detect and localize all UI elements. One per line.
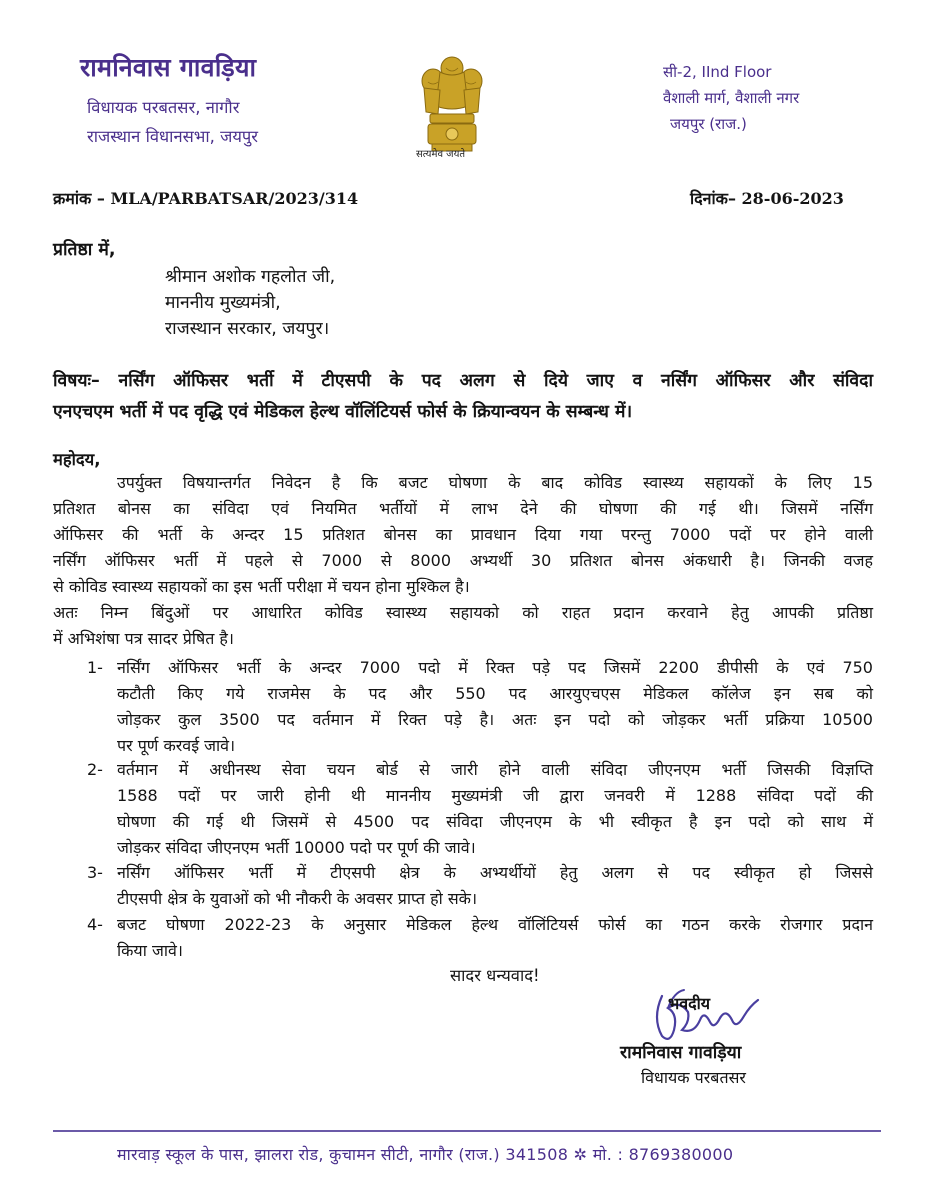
point-number: 4- xyxy=(87,915,103,934)
point-1-line-1: नर्सिंग ऑफिसर भर्ती के अन्दर 7000 पदो में रिक्त पड़े पद जिसमें 2200 डीपीसी के एवं 750 xyxy=(117,658,873,677)
recipient-salutation: प्रतिष्ठा में, xyxy=(53,240,116,260)
thanks-text: सादर धन्यवाद! xyxy=(450,966,540,985)
office-address-line-1: सी-2, IInd Floor xyxy=(663,63,772,81)
point-number: 2- xyxy=(87,760,103,779)
signatory-name: रामनिवास गावड़िया xyxy=(620,1043,742,1063)
subject-line-1: विषयः– नर्सिंग ऑफिसर भर्ती में टीएसपी के पद अलग से दिये जाए व नर्सिंग ऑफिसर और संविदा xyxy=(53,371,873,391)
office-address-line-2: वैशाली मार्ग, वैशाली नगर xyxy=(663,89,800,107)
motto-text: सत्यमेव जयते xyxy=(416,149,466,160)
mla-designation: विधायक परबतसर, नागौर xyxy=(87,98,240,117)
footer-address: मारवाड़ स्कूल के पास, झालरा रोड, कुचामन सीटी, नागौर (राज.) 341508 ✲ मो. : 8769380000 xyxy=(117,1145,734,1164)
body-line-5: से कोविड स्वास्थ्य सहायकों का इस भर्ती परीक्षा में चयन होना मुश्किल है। xyxy=(53,577,470,596)
request-line-1: अतः निम्न बिंदुओं पर आधारित कोविड स्वास्थ्य सहायको को राहत प्रदान करवाने हेतु आपकी प्रतिष्ठा xyxy=(53,603,873,622)
point-2-line-4: जोड़कर संविदा जीएनएम भर्ती 10000 पदो पर पूर्ण की जावे। xyxy=(117,838,476,857)
point-2-line-2: 1588 पदों पर जारी होनी थी माननीय मुख्यमंत्री जी द्वारा जनवरी में 1288 संविदा पदों की xyxy=(117,786,873,805)
body-line-1: उपर्युक्त विषयान्तर्गत निवेदन है कि बजट घोषणा के बाद कोविड स्वास्थ्य सहायकों के लिए 15 xyxy=(117,473,873,492)
request-line-2: में अभिशंषा पत्र सादर प्रेषित है। xyxy=(53,629,234,648)
mla-name: रामनिवास गावड़िया xyxy=(80,53,257,82)
sign-off: भवदीय xyxy=(668,994,711,1013)
point-4-line-1: बजट घोषणा 2022-23 के अनुसार मेडिकल हेल्थ वॉलिंटियर्स फोर्स का गठन करके रोजगार प्रदान xyxy=(117,915,873,934)
point-2-line-1: वर्तमान में अधीनस्थ सेवा चयन बोर्ड से जारी होने वाली संविदा जीएनएम भर्ती जिसकी विज्ञप्ति xyxy=(117,760,873,779)
point-2-line-3: घोषणा की गई थी जिसमें से 4500 पद संविदा जीएनएम के भी स्वीकृत है इन पदो को साथ में xyxy=(117,812,873,831)
body-line-4: नर्सिंग ऑफिसर भर्ती में पहले से 7000 से 8000 अभ्यर्थी 30 प्रतिशत बोनस अंकधारी है। जिनकी वजह xyxy=(53,551,873,570)
date-label: दिनांक– xyxy=(690,189,736,208)
body-line-3: ऑफिसर की भर्ती के अन्दर 15 प्रतिशत बोनस का प्रावधान दिया गया परन्तु 7000 पदों पर होने वाली xyxy=(53,525,873,544)
recipient-line-2: माननीय मुख्यमंत्री, xyxy=(165,293,281,313)
signatory-designation: विधायक परबतसर xyxy=(641,1068,746,1087)
point-3-line-1: नर्सिंग ऑफिसर भर्ती में टीएसपी क्षेत्र के अभ्यर्थीयों हेतु अलग से पद स्वीकृत हो जिससे xyxy=(117,863,873,882)
date-value: 28-06-2023 xyxy=(741,189,844,208)
point-4-line-2: किया जावे। xyxy=(117,941,183,960)
body-line-2: प्रतिशत बोनस का संविदा एवं नियमित भर्तीयों में लाभ देने की घोषणा की गई थी। जिसमें नर्सिंग xyxy=(53,499,873,518)
point-1-line-3: जोड़कर कुल 3500 पद वर्तमान में रिक्त पड़े है। अतः इन पदो को जोड़कर भर्ती प्रक्रिया 10500 xyxy=(117,710,873,729)
recipient-line-1: श्रीमान अशोक गहलोत जी, xyxy=(165,267,336,287)
recipient-line-3: राजस्थान सरकार, जयपुर। xyxy=(165,319,330,339)
footer-divider xyxy=(53,1130,881,1132)
reference-label: क्रमांक – xyxy=(53,189,105,208)
subject-line-2: एनएचएम भर्ती में पद वृद्धि एवं मेडिकल हेल्थ वॉलिंटियर्स फोर्स के क्रियान्वयन के सम्बन्ध में। xyxy=(53,402,633,422)
reference-value: MLA/PARBATSAR/2023/314 xyxy=(110,189,359,208)
letter-date xyxy=(690,187,844,209)
point-3-line-2: टीएसपी क्षेत्र के युवाओं को भी नौकरी के अवसर प्राप्त हो सके। xyxy=(117,889,478,908)
greeting: महोदय, xyxy=(53,450,101,469)
office-address-line-3: जयपुर (राज.) xyxy=(670,115,747,133)
point-number: 1- xyxy=(87,658,103,677)
point-number: 3- xyxy=(87,863,103,882)
reference-number xyxy=(53,187,358,209)
point-1-line-2: कटौती किए गये राजमेस के पद और 550 पद आरयुएचएस मेडिकल कॉलेज इन सब को xyxy=(117,684,873,703)
point-1-line-4: पर पूर्ण करवई जावे। xyxy=(117,736,236,755)
assembly-name: राजस्थान विधानसभा, जयपुर xyxy=(87,127,259,146)
